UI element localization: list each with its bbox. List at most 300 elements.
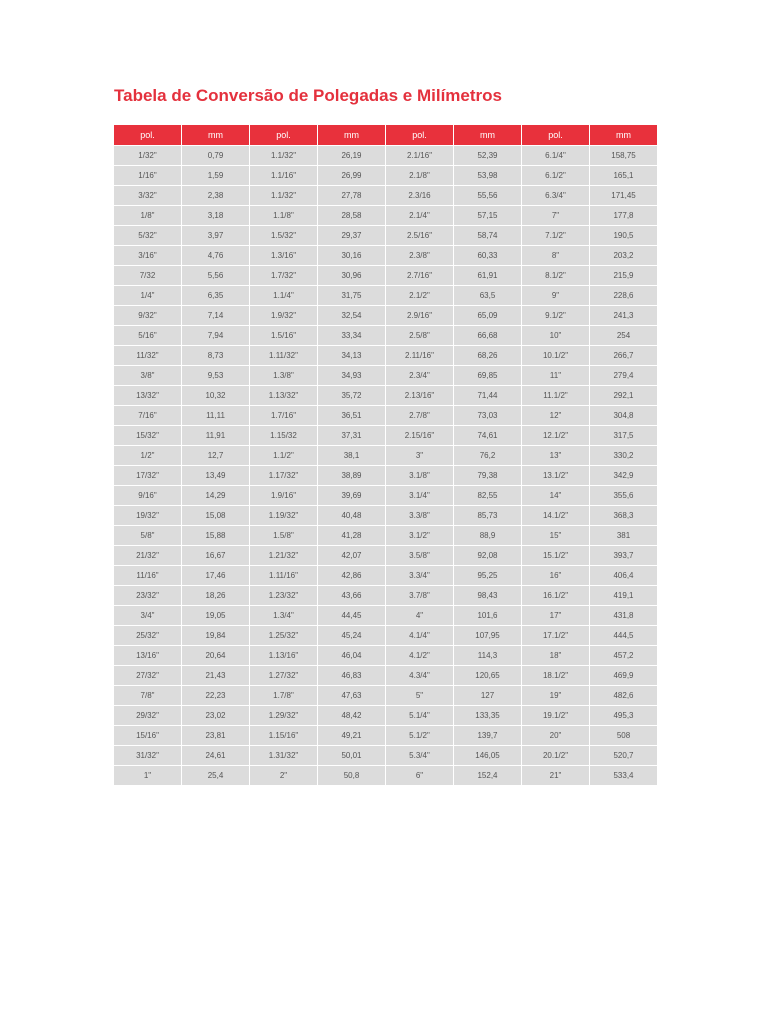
mm-cell: 33,34 bbox=[318, 326, 385, 345]
inch-cell: 2.13/16" bbox=[386, 386, 453, 405]
inch-cell: 1.7/8" bbox=[250, 686, 317, 705]
inch-cell: 16.1/2" bbox=[522, 586, 589, 605]
inch-cell: 31/32" bbox=[114, 746, 181, 765]
inch-cell: 1.1/32" bbox=[250, 146, 317, 165]
inch-cell: 16" bbox=[522, 566, 589, 585]
mm-cell: 165,1 bbox=[590, 166, 657, 185]
table-row bbox=[114, 666, 657, 685]
inch-cell: 19/32" bbox=[114, 506, 181, 525]
page-title: Tabela de Conversão de Polegadas e Milímetros bbox=[114, 86, 502, 105]
mm-cell: 79,38 bbox=[454, 466, 521, 485]
table-row bbox=[114, 266, 657, 285]
table-row bbox=[114, 506, 657, 525]
column-header-pol: pol. bbox=[250, 125, 317, 145]
mm-cell: 152,4 bbox=[454, 766, 521, 785]
inch-cell: 2.3/16 bbox=[386, 186, 453, 205]
mm-cell: 419,1 bbox=[590, 586, 657, 605]
table-row bbox=[114, 646, 657, 665]
mm-cell: 76,2 bbox=[454, 446, 521, 465]
mm-cell: 30,96 bbox=[318, 266, 385, 285]
mm-cell: 20,64 bbox=[182, 646, 249, 665]
inch-cell: 2" bbox=[250, 766, 317, 785]
mm-cell: 69,85 bbox=[454, 366, 521, 385]
inch-cell: 7.1/2" bbox=[522, 226, 589, 245]
mm-cell: 381 bbox=[590, 526, 657, 545]
mm-cell: 228,6 bbox=[590, 286, 657, 305]
mm-cell: 139,7 bbox=[454, 726, 521, 745]
mm-cell: 36,51 bbox=[318, 406, 385, 425]
inch-cell: 1.11/32" bbox=[250, 346, 317, 365]
mm-cell: 469,9 bbox=[590, 666, 657, 685]
mm-cell: 5,56 bbox=[182, 266, 249, 285]
inch-cell: 5.1/2" bbox=[386, 726, 453, 745]
inch-cell: 2.9/16" bbox=[386, 306, 453, 325]
mm-cell: 22,23 bbox=[182, 686, 249, 705]
inch-cell: 2.7/8" bbox=[386, 406, 453, 425]
mm-cell: 52,39 bbox=[454, 146, 521, 165]
table-row bbox=[114, 146, 657, 165]
inch-cell: 1.13/16" bbox=[250, 646, 317, 665]
inch-cell: 1.23/32" bbox=[250, 586, 317, 605]
inch-cell: 1.1/8" bbox=[250, 206, 317, 225]
mm-cell: 355,6 bbox=[590, 486, 657, 505]
inch-cell: 25/32" bbox=[114, 626, 181, 645]
inch-cell: 1.17/32" bbox=[250, 466, 317, 485]
inch-cell: 13" bbox=[522, 446, 589, 465]
mm-cell: 0,79 bbox=[182, 146, 249, 165]
mm-cell: 53,98 bbox=[454, 166, 521, 185]
inch-cell: 11.1/2" bbox=[522, 386, 589, 405]
inch-cell: 4.3/4" bbox=[386, 666, 453, 685]
table-row bbox=[114, 206, 657, 225]
inch-cell: 6.1/4" bbox=[522, 146, 589, 165]
inch-cell: 2.1/16" bbox=[386, 146, 453, 165]
inch-cell: 5" bbox=[386, 686, 453, 705]
mm-cell: 25,4 bbox=[182, 766, 249, 785]
mm-cell: 47,63 bbox=[318, 686, 385, 705]
table-row bbox=[114, 726, 657, 745]
table-row bbox=[114, 746, 657, 765]
mm-cell: 457,2 bbox=[590, 646, 657, 665]
mm-cell: 11,91 bbox=[182, 426, 249, 445]
table-row bbox=[114, 346, 657, 365]
mm-cell: 31,75 bbox=[318, 286, 385, 305]
inch-cell: 1.27/32" bbox=[250, 666, 317, 685]
mm-cell: 40,48 bbox=[318, 506, 385, 525]
inch-cell: 15/16" bbox=[114, 726, 181, 745]
inch-cell: 2.11/16" bbox=[386, 346, 453, 365]
inch-cell: 1/4" bbox=[114, 286, 181, 305]
table-row bbox=[114, 566, 657, 585]
inch-cell: 1.5/8" bbox=[250, 526, 317, 545]
mm-cell: 482,6 bbox=[590, 686, 657, 705]
inch-cell: 1.3/4" bbox=[250, 606, 317, 625]
inch-cell: 14.1/2" bbox=[522, 506, 589, 525]
inch-cell: 1.29/32" bbox=[250, 706, 317, 725]
mm-cell: 38,1 bbox=[318, 446, 385, 465]
mm-cell: 215,9 bbox=[590, 266, 657, 285]
inch-cell: 3.1/4" bbox=[386, 486, 453, 505]
inch-cell: 1.3/16" bbox=[250, 246, 317, 265]
mm-cell: 34,13 bbox=[318, 346, 385, 365]
mm-cell: 44,45 bbox=[318, 606, 385, 625]
inch-cell: 1.7/32" bbox=[250, 266, 317, 285]
table-row bbox=[114, 366, 657, 385]
inch-cell: 3.3/4" bbox=[386, 566, 453, 585]
inch-cell: 17/32" bbox=[114, 466, 181, 485]
mm-cell: 114,3 bbox=[454, 646, 521, 665]
mm-cell: 431,8 bbox=[590, 606, 657, 625]
inch-cell: 1.15/32 bbox=[250, 426, 317, 445]
inch-cell: 12.1/2" bbox=[522, 426, 589, 445]
inch-cell: 3/8" bbox=[114, 366, 181, 385]
mm-cell: 41,28 bbox=[318, 526, 385, 545]
mm-cell: 16,67 bbox=[182, 546, 249, 565]
mm-cell: 7,94 bbox=[182, 326, 249, 345]
mm-cell: 406,4 bbox=[590, 566, 657, 585]
mm-cell: 7,14 bbox=[182, 306, 249, 325]
inch-cell: 1.5/16" bbox=[250, 326, 317, 345]
inch-cell: 5/8" bbox=[114, 526, 181, 545]
mm-cell: 73,03 bbox=[454, 406, 521, 425]
table-row bbox=[114, 706, 657, 725]
inch-cell: 3.5/8" bbox=[386, 546, 453, 565]
inch-cell: 2.5/16" bbox=[386, 226, 453, 245]
inch-cell: 5/16" bbox=[114, 326, 181, 345]
mm-cell: 68,26 bbox=[454, 346, 521, 365]
table-row bbox=[114, 306, 657, 325]
inch-cell: 2.3/4" bbox=[386, 366, 453, 385]
inch-cell: 2.15/16" bbox=[386, 426, 453, 445]
mm-cell: 85,73 bbox=[454, 506, 521, 525]
mm-cell: 19,84 bbox=[182, 626, 249, 645]
inch-cell: 12" bbox=[522, 406, 589, 425]
inch-cell: 1/32" bbox=[114, 146, 181, 165]
mm-cell: 241,3 bbox=[590, 306, 657, 325]
inch-cell: 7/32 bbox=[114, 266, 181, 285]
column-header-mm: mm bbox=[182, 125, 249, 145]
mm-cell: 330,2 bbox=[590, 446, 657, 465]
table-row bbox=[114, 426, 657, 445]
mm-cell: 58,74 bbox=[454, 226, 521, 245]
inch-cell: 13/32" bbox=[114, 386, 181, 405]
mm-cell: 24,61 bbox=[182, 746, 249, 765]
mm-cell: 29,37 bbox=[318, 226, 385, 245]
mm-cell: 17,46 bbox=[182, 566, 249, 585]
inch-cell: 4" bbox=[386, 606, 453, 625]
inch-cell: 4.1/2" bbox=[386, 646, 453, 665]
inch-cell: 14" bbox=[522, 486, 589, 505]
inch-cell: 11" bbox=[522, 366, 589, 385]
inch-cell: 23/32" bbox=[114, 586, 181, 605]
mm-cell: 508 bbox=[590, 726, 657, 745]
mm-cell: 27,78 bbox=[318, 186, 385, 205]
table-row bbox=[114, 766, 657, 785]
mm-cell: 317,5 bbox=[590, 426, 657, 445]
mm-cell: 146,05 bbox=[454, 746, 521, 765]
inch-cell: 5/32" bbox=[114, 226, 181, 245]
mm-cell: 61,91 bbox=[454, 266, 521, 285]
inch-cell: 1.1/32" bbox=[250, 186, 317, 205]
mm-cell: 393,7 bbox=[590, 546, 657, 565]
inch-cell: 1/2" bbox=[114, 446, 181, 465]
mm-cell: 46,04 bbox=[318, 646, 385, 665]
column-header-pol: pol. bbox=[114, 125, 181, 145]
table-row bbox=[114, 246, 657, 265]
mm-cell: 42,07 bbox=[318, 546, 385, 565]
mm-cell: 18,26 bbox=[182, 586, 249, 605]
table-row bbox=[114, 686, 657, 705]
inch-cell: 2.1/8" bbox=[386, 166, 453, 185]
mm-cell: 82,55 bbox=[454, 486, 521, 505]
inch-cell: 3/32" bbox=[114, 186, 181, 205]
mm-cell: 444,5 bbox=[590, 626, 657, 645]
mm-cell: 495,3 bbox=[590, 706, 657, 725]
table-row bbox=[114, 466, 657, 485]
inch-cell: 1.11/16" bbox=[250, 566, 317, 585]
inch-cell: 3.3/8" bbox=[386, 506, 453, 525]
inch-cell: 15" bbox=[522, 526, 589, 545]
inch-cell: 1.31/32" bbox=[250, 746, 317, 765]
inch-cell: 20.1/2" bbox=[522, 746, 589, 765]
mm-cell: 190,5 bbox=[590, 226, 657, 245]
mm-cell: 50,01 bbox=[318, 746, 385, 765]
mm-cell: 23,81 bbox=[182, 726, 249, 745]
mm-cell: 46,83 bbox=[318, 666, 385, 685]
mm-cell: 279,4 bbox=[590, 366, 657, 385]
table-row bbox=[114, 166, 657, 185]
inch-cell: 5.1/4" bbox=[386, 706, 453, 725]
inch-cell: 17" bbox=[522, 606, 589, 625]
mm-cell: 48,42 bbox=[318, 706, 385, 725]
mm-cell: 2,38 bbox=[182, 186, 249, 205]
table-row bbox=[114, 526, 657, 545]
inch-cell: 15.1/2" bbox=[522, 546, 589, 565]
mm-cell: 8,73 bbox=[182, 346, 249, 365]
inch-cell: 1.5/32" bbox=[250, 226, 317, 245]
inch-cell: 4.1/4" bbox=[386, 626, 453, 645]
mm-cell: 6,35 bbox=[182, 286, 249, 305]
mm-cell: 368,3 bbox=[590, 506, 657, 525]
inch-cell: 10" bbox=[522, 326, 589, 345]
mm-cell: 14,29 bbox=[182, 486, 249, 505]
conversion-table bbox=[113, 124, 658, 786]
mm-cell: 50,8 bbox=[318, 766, 385, 785]
mm-cell: 133,35 bbox=[454, 706, 521, 725]
mm-cell: 127 bbox=[454, 686, 521, 705]
inch-cell: 6" bbox=[386, 766, 453, 785]
mm-cell: 15,88 bbox=[182, 526, 249, 545]
mm-cell: 34,93 bbox=[318, 366, 385, 385]
column-header-mm: mm bbox=[454, 125, 521, 145]
mm-cell: 49,21 bbox=[318, 726, 385, 745]
inch-cell: 20" bbox=[522, 726, 589, 745]
mm-cell: 21,43 bbox=[182, 666, 249, 685]
inch-cell: 18" bbox=[522, 646, 589, 665]
inch-cell: 19" bbox=[522, 686, 589, 705]
mm-cell: 39,69 bbox=[318, 486, 385, 505]
mm-cell: 60,33 bbox=[454, 246, 521, 265]
mm-cell: 520,7 bbox=[590, 746, 657, 765]
inch-cell: 1" bbox=[114, 766, 181, 785]
inch-cell: 13/16" bbox=[114, 646, 181, 665]
inch-cell: 3.1/8" bbox=[386, 466, 453, 485]
mm-cell: 292,1 bbox=[590, 386, 657, 405]
inch-cell: 27/32" bbox=[114, 666, 181, 685]
mm-cell: 57,15 bbox=[454, 206, 521, 225]
mm-cell: 120,65 bbox=[454, 666, 521, 685]
mm-cell: 304,8 bbox=[590, 406, 657, 425]
mm-cell: 32,54 bbox=[318, 306, 385, 325]
inch-cell: 11/16" bbox=[114, 566, 181, 585]
inch-cell: 19.1/2" bbox=[522, 706, 589, 725]
inch-cell: 9.1/2" bbox=[522, 306, 589, 325]
mm-cell: 65,09 bbox=[454, 306, 521, 325]
column-header-mm: mm bbox=[590, 125, 657, 145]
inch-cell: 2.3/8" bbox=[386, 246, 453, 265]
mm-cell: 45,24 bbox=[318, 626, 385, 645]
mm-cell: 158,75 bbox=[590, 146, 657, 165]
mm-cell: 203,2 bbox=[590, 246, 657, 265]
inch-cell: 29/32" bbox=[114, 706, 181, 725]
mm-cell: 43,66 bbox=[318, 586, 385, 605]
inch-cell: 1.7/16" bbox=[250, 406, 317, 425]
inch-cell: 1.21/32" bbox=[250, 546, 317, 565]
mm-cell: 74,61 bbox=[454, 426, 521, 445]
table-row bbox=[114, 226, 657, 245]
table-row bbox=[114, 446, 657, 465]
inch-cell: 1.1/2" bbox=[250, 446, 317, 465]
inch-cell: 1.13/32" bbox=[250, 386, 317, 405]
table-row bbox=[114, 586, 657, 605]
inch-cell: 7" bbox=[522, 206, 589, 225]
mm-cell: 37,31 bbox=[318, 426, 385, 445]
inch-cell: 2.1/2" bbox=[386, 286, 453, 305]
mm-cell: 95,25 bbox=[454, 566, 521, 585]
mm-cell: 28,58 bbox=[318, 206, 385, 225]
mm-cell: 266,7 bbox=[590, 346, 657, 365]
inch-cell: 5.3/4" bbox=[386, 746, 453, 765]
table-row bbox=[114, 626, 657, 645]
mm-cell: 11,11 bbox=[182, 406, 249, 425]
mm-cell: 55,56 bbox=[454, 186, 521, 205]
inch-cell: 7/8" bbox=[114, 686, 181, 705]
mm-cell: 254 bbox=[590, 326, 657, 345]
table-header-row bbox=[114, 125, 657, 145]
mm-cell: 177,8 bbox=[590, 206, 657, 225]
inch-cell: 8.1/2" bbox=[522, 266, 589, 285]
mm-cell: 533,4 bbox=[590, 766, 657, 785]
mm-cell: 23,02 bbox=[182, 706, 249, 725]
inch-cell: 9/32" bbox=[114, 306, 181, 325]
inch-cell: 17.1/2" bbox=[522, 626, 589, 645]
inch-cell: 13.1/2" bbox=[522, 466, 589, 485]
mm-cell: 342,9 bbox=[590, 466, 657, 485]
inch-cell: 1.19/32" bbox=[250, 506, 317, 525]
inch-cell: 1.9/32" bbox=[250, 306, 317, 325]
mm-cell: 19,05 bbox=[182, 606, 249, 625]
table-row bbox=[114, 486, 657, 505]
inch-cell: 21/32" bbox=[114, 546, 181, 565]
inch-cell: 1.1/4" bbox=[250, 286, 317, 305]
mm-cell: 26,19 bbox=[318, 146, 385, 165]
mm-cell: 63,5 bbox=[454, 286, 521, 305]
inch-cell: 3/4" bbox=[114, 606, 181, 625]
inch-cell: 10.1/2" bbox=[522, 346, 589, 365]
inch-cell: 7/16" bbox=[114, 406, 181, 425]
mm-cell: 3,97 bbox=[182, 226, 249, 245]
table-row bbox=[114, 546, 657, 565]
mm-cell: 107,95 bbox=[454, 626, 521, 645]
mm-cell: 66,68 bbox=[454, 326, 521, 345]
table-body bbox=[114, 146, 657, 785]
inch-cell: 6.3/4" bbox=[522, 186, 589, 205]
mm-cell: 98,43 bbox=[454, 586, 521, 605]
inch-cell: 18.1/2" bbox=[522, 666, 589, 685]
inch-cell: 1.3/8" bbox=[250, 366, 317, 385]
mm-cell: 171,45 bbox=[590, 186, 657, 205]
inch-cell: 3/16" bbox=[114, 246, 181, 265]
inch-cell: 9" bbox=[522, 286, 589, 305]
mm-cell: 42,86 bbox=[318, 566, 385, 585]
inch-cell: 3.7/8" bbox=[386, 586, 453, 605]
mm-cell: 38,89 bbox=[318, 466, 385, 485]
mm-cell: 71,44 bbox=[454, 386, 521, 405]
mm-cell: 30,16 bbox=[318, 246, 385, 265]
mm-cell: 4,76 bbox=[182, 246, 249, 265]
inch-cell: 2.7/16" bbox=[386, 266, 453, 285]
inch-cell: 1/8" bbox=[114, 206, 181, 225]
inch-cell: 11/32" bbox=[114, 346, 181, 365]
table-row bbox=[114, 326, 657, 345]
inch-cell: 1/16" bbox=[114, 166, 181, 185]
mm-cell: 10,32 bbox=[182, 386, 249, 405]
mm-cell: 35,72 bbox=[318, 386, 385, 405]
inch-cell: 2.5/8" bbox=[386, 326, 453, 345]
inch-cell: 1.15/16" bbox=[250, 726, 317, 745]
inch-cell: 1.25/32" bbox=[250, 626, 317, 645]
mm-cell: 101,6 bbox=[454, 606, 521, 625]
inch-cell: 3" bbox=[386, 446, 453, 465]
table-row bbox=[114, 286, 657, 305]
table-row bbox=[114, 606, 657, 625]
inch-cell: 15/32" bbox=[114, 426, 181, 445]
mm-cell: 15,08 bbox=[182, 506, 249, 525]
inch-cell: 6.1/2" bbox=[522, 166, 589, 185]
inch-cell: 3.1/2" bbox=[386, 526, 453, 545]
inch-cell: 21" bbox=[522, 766, 589, 785]
mm-cell: 26,99 bbox=[318, 166, 385, 185]
inch-cell: 8" bbox=[522, 246, 589, 265]
inch-cell: 1.1/16" bbox=[250, 166, 317, 185]
column-header-pol: pol. bbox=[386, 125, 453, 145]
column-header-pol: pol. bbox=[522, 125, 589, 145]
table-row bbox=[114, 406, 657, 425]
mm-cell: 3,18 bbox=[182, 206, 249, 225]
column-header-mm: mm bbox=[318, 125, 385, 145]
inch-cell: 9/16" bbox=[114, 486, 181, 505]
table-row bbox=[114, 186, 657, 205]
mm-cell: 1,59 bbox=[182, 166, 249, 185]
mm-cell: 88,9 bbox=[454, 526, 521, 545]
table-row bbox=[114, 386, 657, 405]
mm-cell: 9,53 bbox=[182, 366, 249, 385]
mm-cell: 12,7 bbox=[182, 446, 249, 465]
mm-cell: 13,49 bbox=[182, 466, 249, 485]
mm-cell: 92,08 bbox=[454, 546, 521, 565]
inch-cell: 1.9/16" bbox=[250, 486, 317, 505]
inch-cell: 2.1/4" bbox=[386, 206, 453, 225]
